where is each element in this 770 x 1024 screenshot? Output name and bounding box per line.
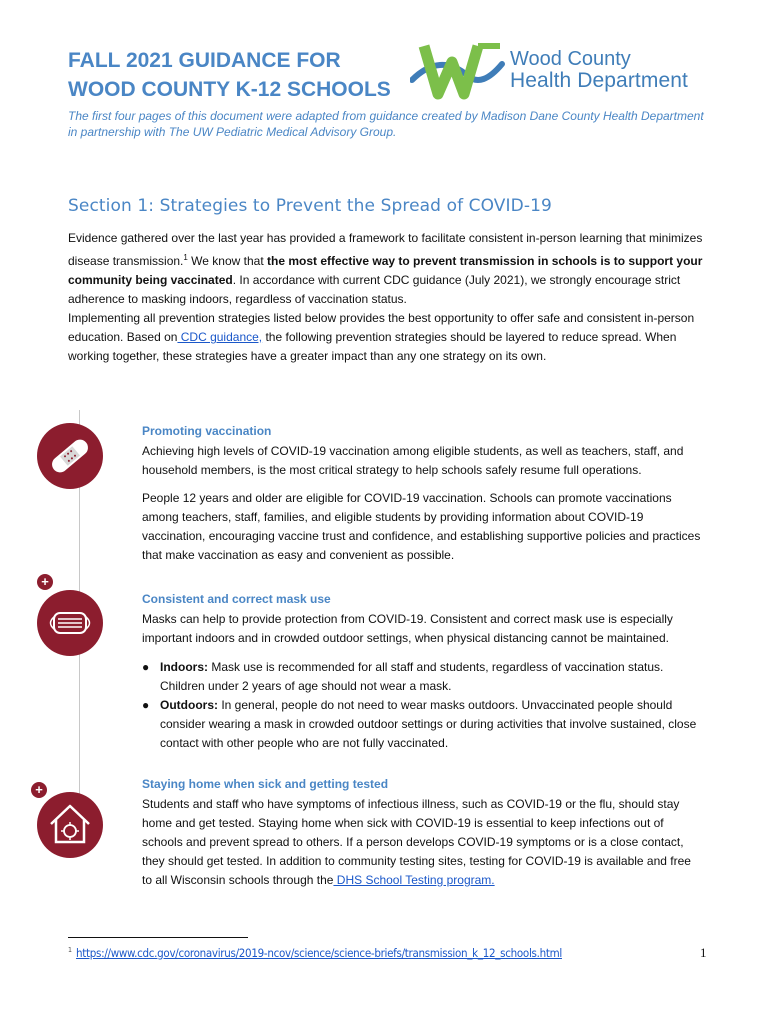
mask-heading: Consistent and correct mask use [142,592,331,606]
para2-text-b: the following prevention strategies should be layered to reduce spread. When working together, these strategies have a greater impact than any one strategy on its own. [68,330,677,363]
page-number: 1 [700,945,707,960]
stay-home-paragraph [142,795,704,890]
logo-line-1: Wood County [510,48,631,70]
intro-note: The first four pages of this document were adapted from guidance created by Madison Dane County Health Department in partnership with The UW Pediatric Medical Advisory Group. [68,109,704,139]
plus-icon: + [31,782,47,798]
bullet-icon: ● [142,698,150,712]
stay-home-heading: Staying home when sick and getting tested [142,777,389,791]
para1-text-a: Evidence gathered over the last year has provided a framework to facilitate consistent in-person learning that minimizes disease transmission. [68,231,703,268]
document-title [68,46,391,104]
indoors-label: Indoors: [160,660,208,674]
para1-text-c: . In accordance with current CDC guidance (July 2021), we strongly encourage strict adherence to masking indoors, regardless of vaccination status. [68,273,681,306]
logo-line-2: Health Department [510,69,688,92]
mask-circle [37,590,103,656]
vaccination-paragraph-2: People 12 years and older are eligible for COVID-19 vaccination. Schools can promote vaccinations among teachers, staff, families, and eligible students by providing information about COVID-19 vaccination, encouraging vaccine trust and confidence, and establishing supportive policies and practices that make vaccination as easy and convenient as possible. [142,491,701,562]
footnote-mark: 1 [68,946,73,954]
section-title: Section 1: Strategies to Prevent the Spread of COVID-19 [68,196,552,216]
footnote-divider [68,937,248,938]
outdoors-text: In general, people do not need to wear masks outdoors. Unvaccinated people should consider wearing a mask in crowded outdoor settings or during activities that involve sustained, close contact with other people who are not fully vaccinated. [160,698,697,750]
para1-text-b: We know that [187,254,267,268]
vaccination-paragraph-1: Achieving high levels of COVID-19 vaccination among eligible students, as well as teachers, staff, and household members, is the most critical strategy to help schools safely resume full operations. [142,444,684,477]
plus-icon: + [37,574,53,590]
bandage-icon [37,423,103,489]
mask-icon [37,590,103,656]
house-virus-icon [37,792,103,858]
title-line-1: FALL 2021 GUIDANCE FOR [68,49,341,72]
title-line-2: WOOD COUNTY K-12 SCHOOLS [68,78,391,101]
bullet-icon: ● [142,660,150,674]
mask-paragraph: Masks can help to provide protection from COVID-19. Consistent and correct mask use is especially important indoors and in crowded outdoor settings, when physical distancing cannot be maintained. [142,612,673,645]
list-item [142,658,704,696]
footnote-ref[interactable]: 1 [183,253,188,262]
outdoors-label: Outdoors: [160,698,218,712]
vaccination-heading: Promoting vaccination [142,424,272,438]
section-paragraph-1 [68,229,704,309]
dhs-testing-link[interactable]: DHS School Testing program. [333,873,495,887]
footnote [68,946,562,960]
section-paragraph-2 [68,309,704,366]
footnote-link[interactable]: https://www.cdc.gov/coronavirus/2019-ncov/science/science-briefs/transmission_k_12_schools.html [76,946,562,960]
vaccination-circle [37,423,103,489]
list-item [142,696,704,753]
mask-bullets [142,658,704,753]
logo-wordmark [510,48,688,92]
stay-home-text: Students and staff who have symptoms of infectious illness, such as COVID-19 or the flu, should stay home and get tested. Staying home when sick with COVID-19 is essential to keep infections out of schools and prevent spread to others. If a person develops COVID-19 symptoms or is a close contact, they should get tested. In addition to community testing sites, testing for COVID-19 is available and free to all Wisconsin schools through the [142,797,691,887]
para2-text-a: Implementing all prevention strategies listed below provides the best opportunity to offer safe and consistent in-person education. Based on [68,311,695,344]
indoors-text: Mask use is recommended for all staff and students, regardless of vaccination status. Children under 2 years of age should not wear a mask. [160,660,664,693]
cdc-guidance-link[interactable]: CDC guidance, [177,330,263,344]
stay-home-circle [37,792,103,858]
para1-bold: the most effective way to prevent transmission in schools is to support your community being vaccinated [68,254,703,287]
